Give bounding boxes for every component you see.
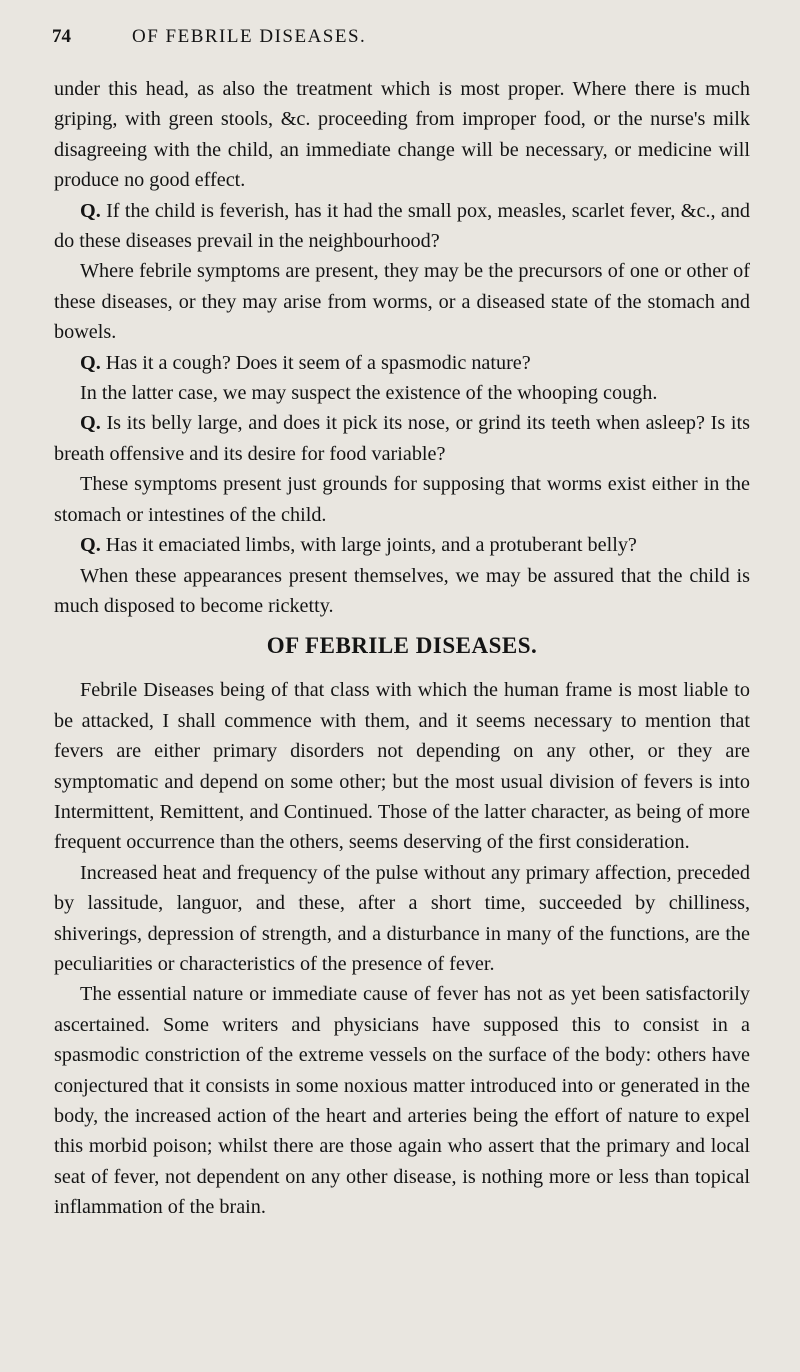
paragraph: under this head, as also the treatment which is most proper. Where there is much griping, with green stools, &c. proceeding from improper food, or the nurse's milk disagreeing with the child, an immediate change will be necessary, or medicine will produce no good effect. bbox=[54, 78, 750, 192]
question-text: Has it emaciated limbs, with large joints, and a protuberant belly? bbox=[105, 534, 637, 557]
paragraph: In the latter case, we may suspect the existence of the whooping cough. bbox=[80, 382, 658, 405]
question-paragraph bbox=[54, 348, 750, 378]
question-label: Q. bbox=[80, 412, 101, 435]
body-text-top bbox=[54, 74, 750, 621]
paragraph: Increased heat and frequency of the pulse without any primary affection, preceded by lassitude, languor, and these, after a short time, succeeded by chilliness, shiverings, depression of strength, and a disturbance in many of the functions, are the peculiarities or characteristics of the presence of fever. bbox=[54, 861, 750, 975]
question-paragraph bbox=[54, 408, 750, 469]
paragraph: Febrile Diseases being of that class with which the human frame is most liable to be attacked, I shall commence with them, and it seems necessary to mention that fevers are either primary disorders not depending on any other, or they are symptomatic and depend on some other; but the most usual division of fevers is into Intermittent, Remittent, and Continued. Those of the latter character, as being of more frequent occurrence than the others, seems deserving of the first consideration. bbox=[54, 679, 750, 854]
question-label: Q. bbox=[80, 351, 101, 374]
question-paragraph bbox=[54, 530, 750, 560]
paragraph: When these appearances present themselves, we may be assured that the child is much disposed to become ricketty. bbox=[54, 564, 750, 617]
question-label: Q. bbox=[80, 199, 101, 222]
paragraph: The essential nature or immediate cause of fever has not as yet been satisfactorily ascertained. Some writers and physicians have supposed this to consist in a spasmodic constriction of the extreme vessels on the surface of the body: others have conjectured that it consists in some noxious matter introduced into or generated in the body, the increased action of the heart and arteries being the effort of nature to expel this morbid poison; whilst there are those again who assert that the primary and local seat of fever, not dependent on any other disease, is nothing more or less than topical inflammation of the brain. bbox=[54, 983, 750, 1219]
running-head bbox=[52, 26, 750, 56]
question-paragraph bbox=[54, 196, 750, 257]
section-heading: OF FEBRILE DISEASES. bbox=[266, 633, 538, 659]
running-head-title: OF FEBRILE DISEASES. bbox=[132, 26, 367, 47]
paragraph: Where febrile symptoms are present, they may be the precursors of one or other of these diseases, or they may arise from worms, or a diseased state of the stomach and bowels. bbox=[54, 260, 750, 344]
question-text: Is its belly large, and does it pick its nose, or grind its teeth when asleep? Is its breath offensive and its desire for food variable? bbox=[54, 412, 751, 465]
page-number: 74 bbox=[52, 26, 71, 47]
body-text-bottom bbox=[54, 675, 750, 1222]
paragraph: These symptoms present just grounds for supposing that worms exist either in the stomach or intestines of the child. bbox=[54, 473, 750, 526]
question-text: If the child is feverish, has it had the small pox, measles, scarlet fever, &c., and do these diseases prevail in the neighbourhood? bbox=[54, 199, 751, 253]
question-text: Has it a cough? Does it seem of a spasmodic nature? bbox=[105, 351, 531, 374]
question-label: Q. bbox=[80, 534, 101, 557]
